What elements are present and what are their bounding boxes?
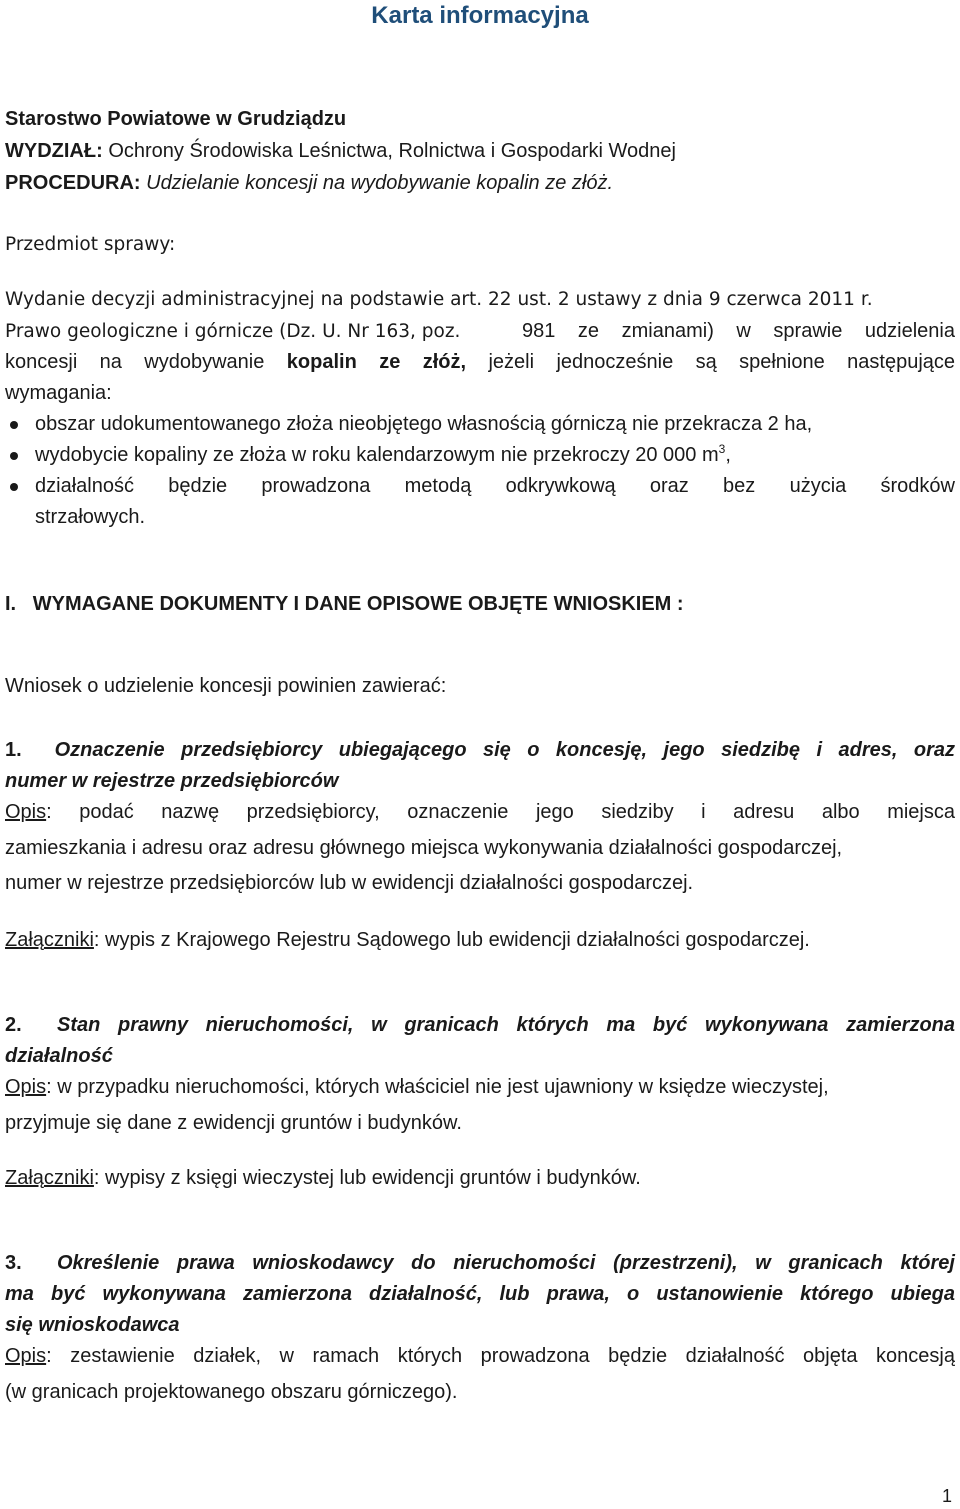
bullet-item-2 xyxy=(35,443,731,467)
item-1-opis-label: Opis xyxy=(5,801,47,823)
item-1-number: 1. xyxy=(5,739,22,761)
subject-line-3 xyxy=(5,350,955,374)
item-2-opis-text-1: : w przypadku nieruchomości, których właściciel nie jest ujawniony w księdze wieczystej, xyxy=(46,1076,829,1098)
subject-line-4: wymagania: xyxy=(5,382,112,404)
bullet-item-3-cont: strzałowych. xyxy=(35,506,146,528)
department-label: WYDZIAŁ: xyxy=(5,140,103,162)
section-intro: Wniosek o udzielenie koncesji powinien zawierać: xyxy=(5,675,447,697)
section-heading: I. WYMAGANE DOKUMENTY I DANE OPISOWE OBJĘTE WNIOSKIEM : xyxy=(5,593,684,615)
item-1-title-a: Oznaczenie przedsiębiorcy ubiegającego się o koncesję, jego siedzibę i adres, oraz xyxy=(54,739,955,761)
item-1-opis-text-1: : podać nazwę przedsiębiorcy, oznaczenie jego siedziby i adresu albo miejsca xyxy=(46,801,955,823)
bullet-dot xyxy=(10,483,18,491)
subject-line-2a: Prawo geologiczne i górnicze (Dz. U. Nr 163, poz. xyxy=(5,321,461,342)
bullet-item-2-sup: 3 xyxy=(718,442,726,456)
item-3-opis-label: Opis xyxy=(5,1345,47,1367)
office-name: Starostwo Powiatowe w Grudziądzu xyxy=(5,108,347,130)
item-3-title-line-2: ma być wykonywana zamierzona działalność, lub prawa, o ustanowienie którego ubiega xyxy=(5,1283,955,1305)
item-2-opis-label: Opis xyxy=(5,1076,47,1098)
subject-line-3a: koncesji na wydobywanie xyxy=(5,351,287,373)
subject-line-2b: 981 ze zmianami) w sprawie udzielenia xyxy=(522,320,955,342)
item-3-opis-text-1: : zestawienie działek, w ramach których prowadzona będzie działalność objęta koncesją xyxy=(46,1345,955,1367)
item-3-number: 3. xyxy=(5,1252,22,1274)
subject-label: Przedmiot sprawy: xyxy=(5,234,176,255)
department-line xyxy=(5,139,676,163)
item-3-title-a: Określenie prawa wnioskodawcy do nieruchomości (przestrzeni), w granicach której xyxy=(56,1252,955,1274)
page-number: 1 xyxy=(941,1486,952,1506)
page-title: Karta informacyjna xyxy=(371,2,589,29)
department-value: Ochrony Środowiska Leśnictwa, Rolnictwa i Gospodarki Wodnej xyxy=(102,140,676,162)
item-2-attachments xyxy=(5,1166,641,1190)
item-2-opis-line-2: przyjmuje się dane z ewidencji gruntów i budynków. xyxy=(5,1112,462,1134)
subject-line-2 xyxy=(5,319,955,344)
item-3-opis-line-1 xyxy=(5,1344,955,1368)
subject-line-3b: kopalin ze złóż, xyxy=(286,351,467,373)
bullet-item-2-end: , xyxy=(725,444,731,466)
bullet-item-1: obszar udokumentowanego złoża nieobjętego własnością górniczą nie przekracza 2 ha, xyxy=(35,413,813,435)
item-1-title-line-2: numer w rejestrze przedsiębiorców xyxy=(5,770,339,792)
item-1-attachments-text: : wypis z Krajowego Rejestru Sądowego lub ewidencji działalności gospodarczej. xyxy=(93,929,810,951)
item-1-title-line-1 xyxy=(5,738,955,762)
bullet-dot xyxy=(10,452,18,460)
item-2-title-line-2: działalność xyxy=(5,1045,113,1067)
item-1-opis-line-2: zamieszkania i adresu oraz adresu głównego miejsca wykonywania działalności gospodarczej, xyxy=(5,837,843,859)
bullet-dot xyxy=(10,421,18,429)
item-2-title-line-1 xyxy=(5,1013,955,1037)
subject-line-3c: jeżeli jednocześnie są spełnione następujące xyxy=(466,351,956,373)
item-1-opis-line-3: numer w rejestrze przedsiębiorców lub w ewidencji działalności gospodarczej. xyxy=(5,872,694,894)
item-2-attachments-text: : wypisy z księgi wieczystej lub ewidencji gruntów i budynków. xyxy=(93,1167,641,1189)
item-3-title-line-3: się wnioskodawca xyxy=(5,1314,180,1336)
bullet-item-2-text: wydobycie kopaliny ze złoża w roku kalendarzowym nie przekroczy 20 000 m xyxy=(35,444,719,466)
item-3-title-line-1 xyxy=(5,1251,955,1275)
procedure-value: Udzielanie koncesji na wydobywanie kopalin ze złóż. xyxy=(140,172,614,194)
item-2-opis-line-1 xyxy=(5,1075,829,1099)
item-2-attachments-label: Załączniki xyxy=(5,1167,94,1189)
subject-line-1: Wydanie decyzji administracyjnej na podstawie art. 22 ust. 2 ustawy z dnia 9 czerwca 2011 r. xyxy=(5,289,873,310)
item-1-opis-line-1 xyxy=(5,800,955,824)
bullet-item-3: działalność będzie prowadzona metodą odkrywkową oraz bez użycia środków xyxy=(35,475,955,497)
procedure-label: PROCEDURA: xyxy=(5,172,141,194)
item-2-title-a: Stan prawny nieruchomości, w granicach których ma być wykonywana zamierzona xyxy=(57,1014,955,1036)
item-1-attachments-label: Załączniki xyxy=(5,929,94,951)
procedure-line xyxy=(5,171,613,195)
item-1-attachments xyxy=(5,928,810,952)
item-2-number: 2. xyxy=(5,1014,22,1036)
item-3-opis-line-2: (w granicach projektowanego obszaru górniczego). xyxy=(5,1381,458,1403)
